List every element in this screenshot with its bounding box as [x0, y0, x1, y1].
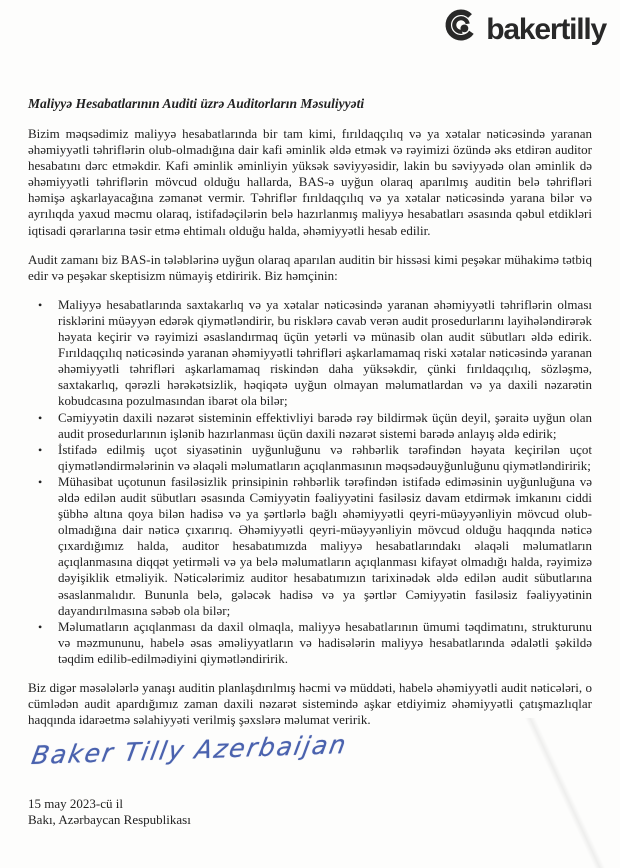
list-item	[28, 410, 592, 442]
signature-handwriting: Baker Tilly Azerbaijan	[29, 730, 350, 771]
bullet-icon: •	[38, 442, 43, 457]
paragraph-communication: Biz digər məsələlərlə yanaşı auditin planlaşdırılmış həcmi və müddəti, habelə əhəmiyyətli audit nəticələri, o cümlədən audit apardığımız zaman daxili nəzarət sistemində aşkar etdiyimiz əhəmiyyətli çatışmazlıqlar haqqında idarəetmə səlahiyyəti verilmiş şəxslərə məlumat veririk.	[28, 680, 592, 728]
list-item	[28, 474, 592, 619]
letter-heading: Maliyyə Hesabatlarının Auditi üzrə Auditorların Məsuliyyəti	[28, 96, 365, 111]
list-item	[28, 297, 592, 410]
place-line: Bakı, Azərbaycan Respublikası	[28, 812, 191, 828]
paragraph-professional-judgement: Audit zamanı biz BAS-in tələblərinə uyğun olaraq aparılan auditin bir hissəsi kimi peşəkar mühakimə tətbiq edir və peşəkar skeptisizm nümayiş etdiririk. Biz həmçinin:	[28, 251, 592, 283]
bakertilly-logo	[444, 7, 606, 45]
bullet-text: Cəmiyyətin daxili nəzarət sisteminin effektivliyi barədə rəy bildirmək üçün deyil, şəraitə uyğun olan audit prosedurlarının işlənib hazırlanması üçün daxili nəzarət sistemi barədə anlayış əldə edirik;	[58, 409, 592, 441]
letter-body	[28, 96, 592, 828]
list-item	[28, 442, 592, 474]
bullet-text: Mühasibat uçotunun fasiləsizlik prinsipinin rəhbərlik tərəfindən istifadə ediməsinin uyğunluğuna və əldə edilən audit sübutları əsasında Cəmiyyətin fəaliyyətini fasiləsiz davam etdirmək imkanını ciddi şübhə altına qoya bilən hadisə və ya şərtlərlə bağlı əhəmiyyətli qeyri-müəyyənliyin mövcud olub-olmadığına dair nəticə çıxarırıq. Əhəmiyyətli qeyri-müəyyənliyin mövcud olduğu haqqında nəticə çıxardığımız halda, auditor hesabatımızda maliyyə hesabatlarındakı əlaqəli məlumatların açıqlanmasına diqqət yetirməli və ya belə məlumatların açıqlanması kifayət olmadığı halda, rəyimizə dəyişiklik etməliyik. Nəticələrimiz auditor hesabatımızın tarixinədək əldə edilən audit sübutlarına əsaslanmalıdır. Bununla belə, gələcək hadisə və ya şərtlər Cəmiyyətin fasiləsiz fəaliyyətinin dayandırılmasına səbəb ola bilər;	[58, 473, 592, 618]
bullet-icon: •	[38, 410, 43, 425]
date-line: 15 may 2023-cü il	[28, 796, 123, 812]
bullet-text: İstifadə edilmiş uçot siyasətinin uyğunluğunu və rəhbərlik tərəfindən həyata keçirilən uçot qiymətləndirmələrinin və əlaqəli məlumatların açıqlanmasının məqsədəuyğunluğunu qiymətləndiririk;	[58, 441, 592, 473]
audit-procedures-list	[28, 297, 592, 667]
bullet-icon: •	[38, 619, 43, 634]
bakertilly-roundel-icon	[444, 8, 478, 42]
bullet-icon: •	[38, 297, 43, 312]
paragraph-objective: Bizim məqsədimiz maliyyə hesabatlarında bir tam kimi, fırıldaqçılıq və ya xətalar nəticəsində yaranan əhəmiyyətli təhriflərin olub-olmadığına dair kafi əminlik əldə etmək və rəyimizi özündə əks etdirən auditor hesabatını dərc etməkdir. Kafi əminlik əminliyin yüksək səviyyəsidir, lakin bu səviyyədə olan əminlik də əhəmiyyətli təhriflərin mövcud olduğu hallarda, BAS-ə uyğun olaraq aparılmış auditin belə təhrifləri həmişə aşkarlayacağına zəmanət vermir. Təhriflər fırıldaqçılıq və ya xətalar nəticəsində yarana bilər və ayrılıqda yaxud məcmu olaraq, istifadəçilərin belə hazırlanmış maliyyə hesabatları əsasında qəbul etdikləri iqtisadi qərarlarına təsir etmə ehtimalı olduğu halda, əhəmiyyətli hesab edilir.	[28, 126, 592, 238]
bullet-text: Məlumatların açıqlanması da daxil olmaqla, maliyyə hesabatlarının ümumi təqdimatını, strukturunu və məzmununu, habelə əsas əməliyyatların və hadisələrin maliyyə hesabatlarında ədalətli şəkildə təqdim edilib-edilmədiyini qiymətləndiririk.	[58, 618, 592, 666]
bakertilly-wordmark: bakertilly	[486, 13, 606, 46]
bullet-icon: •	[38, 474, 43, 489]
bullet-text: Maliyyə hesabatlarında saxtakarlıq və ya xətalar nəticəsində yaranan əhəmiyyətli təhriflərin olması risklərini müəyyən edərək qiymətləndirir, bu risklərə cavab verən audit prosedurlarını layihələndirərək həyata keçirir və rəyimizi əsaslandırmaq üçün yetərli və münasib olan audit sübutları əldə edirik. Fırıldaqçılıq nəticəsində yaranan əhəmiyyətli təhrifləri aşkarlamamaq riski xətalar nəticəsində yaranan əhəmiyyətli təhrifləri aşkarlamamaq riskindən daha yüksəkdir, çünki fırıldaqçılıq, sözləşmə, saxtakarlıq, qərəzli hərəkətsizlik, həqiqətə uyğun olmayan məlumatlardan və ya daxili nəzarətin kobudcasına pozulmasından ibarət ola bilər;	[58, 296, 592, 409]
list-item	[28, 619, 592, 667]
